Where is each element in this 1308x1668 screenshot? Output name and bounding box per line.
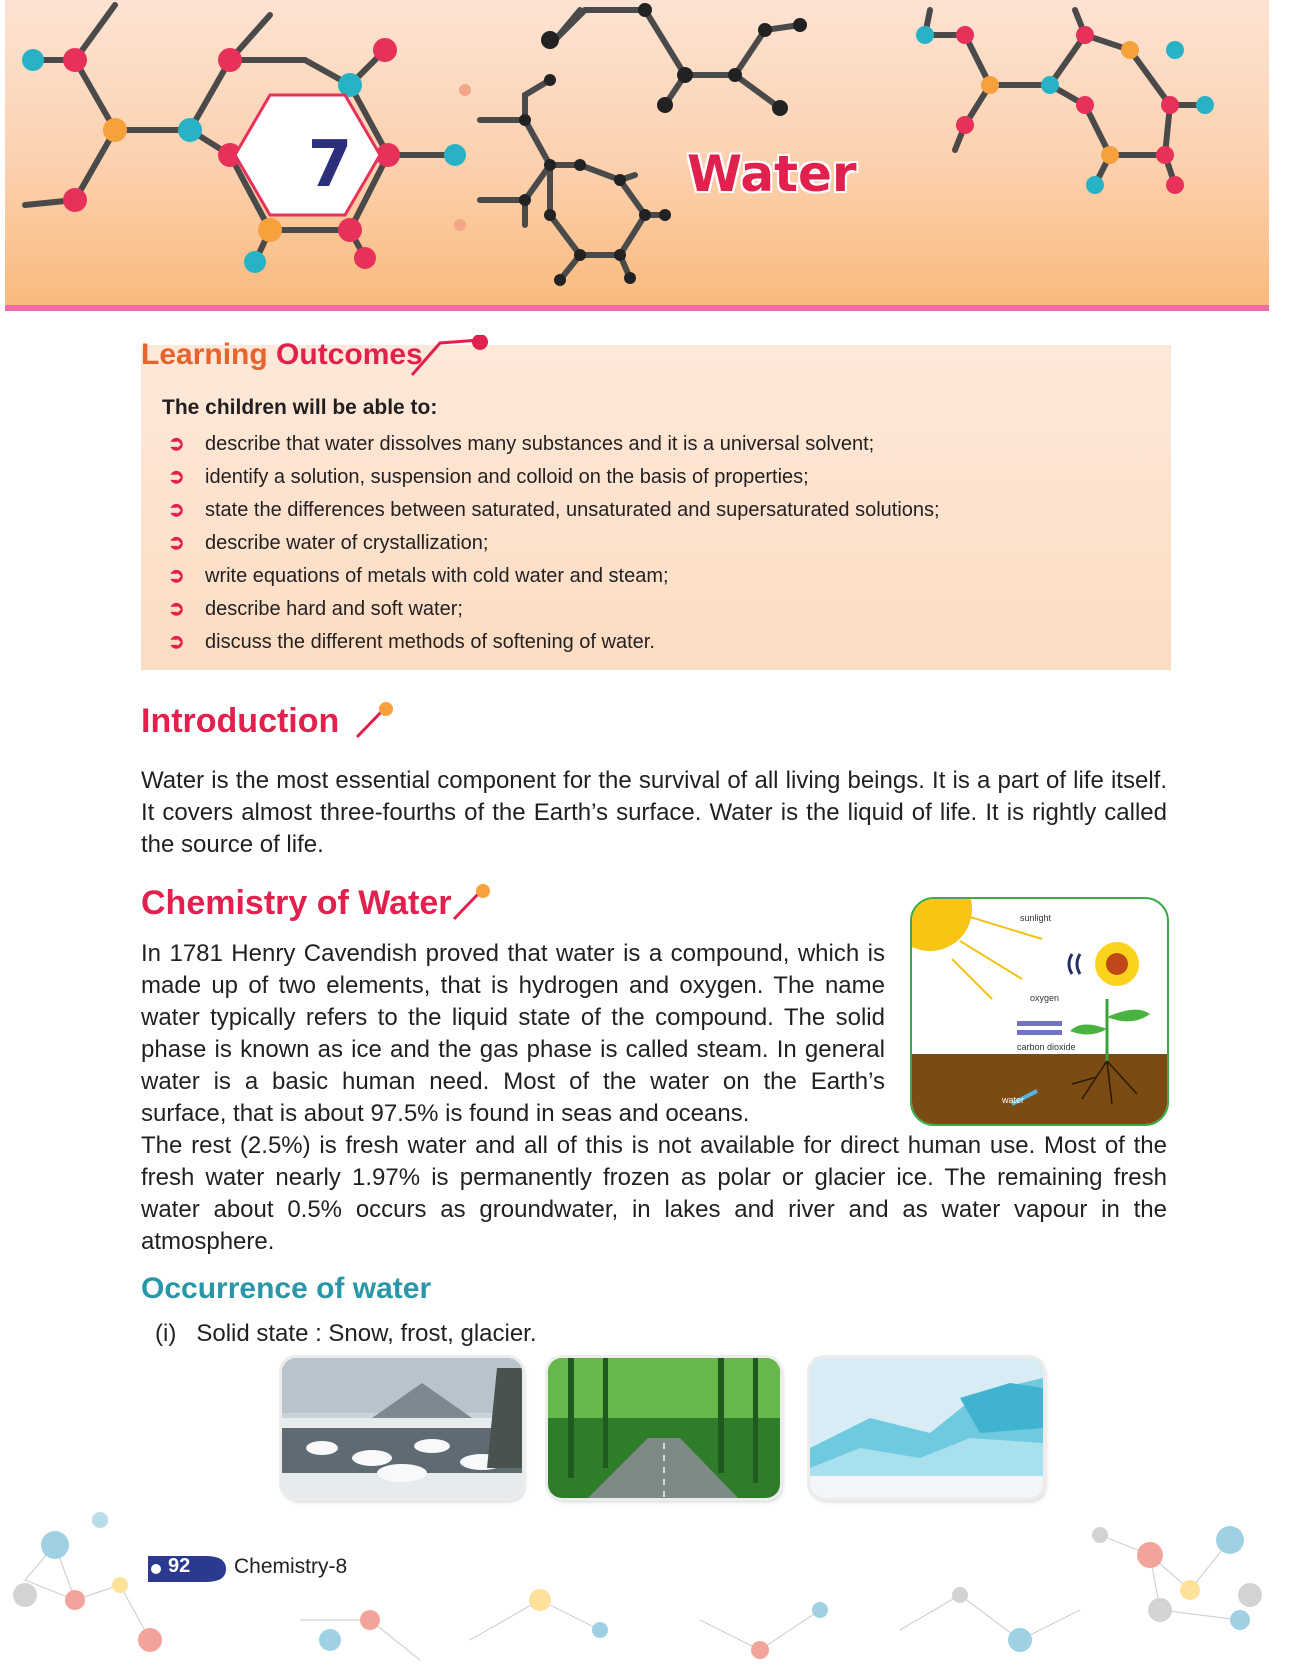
glacier-photo xyxy=(810,1358,1043,1498)
arrow-bullet-icon: ➲ xyxy=(168,565,185,587)
chemistry-of-water-heading: Chemistry of Water xyxy=(141,884,452,922)
list-item: ➲ describe hard and soft water; xyxy=(168,593,940,626)
list-item: ➲ write equations of metals with cold water and steam; xyxy=(168,560,940,593)
heading-swoosh-icon xyxy=(452,882,502,922)
atom-dots xyxy=(22,3,1214,286)
learning-outcomes-intro: The children will be able to: xyxy=(162,396,438,419)
arrow-bullet-icon: ➲ xyxy=(168,631,185,653)
list-item: ➲ identify a solution, suspension and colloid on the basis of properties; xyxy=(168,461,940,494)
list-item: ➲ state the differences between saturated, unsaturated and supersaturated solutions; xyxy=(168,494,940,527)
label-oxygen: oxygen xyxy=(1030,993,1060,1003)
label-sunlight: sunlight xyxy=(1020,913,1052,923)
snow-photo xyxy=(282,1358,522,1498)
chemistry-text-full: The rest (2.5%) is fresh water and all of this is not available for direct human use. Most of the fresh water nearly 1.97% is permanently frozen as polar or glacier ice. The remaining fresh water about 0.5% occurs as groundwater, in lakes and river and as water vapour in the atmosphere. xyxy=(141,1132,1167,1255)
arrow-bullet-icon: ➲ xyxy=(168,433,185,455)
occurrence-item: (i) Solid state : Snow, frost, glacier. xyxy=(155,1320,537,1347)
heading-swoosh-icon xyxy=(355,700,405,740)
list-item: ➲ describe water of crystallization; xyxy=(168,527,940,560)
learning-outcomes-heading: Learning Outcomes xyxy=(141,338,423,371)
book-title: Chemistry-8 xyxy=(234,1555,348,1578)
introduction-text: Water is the most essential component for the survival of all living beings. It is a part of life itself. It covers almost three-fourths of the Earth’s surface. Water is the liquid of life. It is rightly called the source of life. xyxy=(141,767,1167,858)
photosynthesis-illustration xyxy=(912,899,1167,1124)
occurrence-heading: Occurrence of water xyxy=(141,1272,432,1305)
arrow-bullet-icon: ➲ xyxy=(168,499,185,521)
arrow-bullet-icon: ➲ xyxy=(168,532,185,554)
introduction-heading: Introduction xyxy=(141,702,340,740)
photosynthesis-figure xyxy=(910,897,1169,1126)
arrow-bullet-icon: ➲ xyxy=(168,466,185,488)
page-number: 92 xyxy=(168,1555,191,1577)
chemistry-text-wrapped: In 1781 Henry Cavendish proved that water is a compound, which is made up of two elements, that is hydrogen and oxygen. The name water typically refers to the liquid state of the compound. The solid phase is known as ice and the gas phase is called steam. In general water is a basic human need. Most of the water on the Earth’s surface, that is about 97.5% is found in seas and oceans. xyxy=(141,940,885,1127)
label-carbon-dioxide: carbon dioxide xyxy=(1017,1042,1076,1052)
banner-underline xyxy=(5,305,1269,311)
molecule-decoration xyxy=(5,0,1269,310)
chapter-title: Water xyxy=(687,145,857,203)
forest-road-photo xyxy=(548,1358,780,1498)
learning-outcomes-list xyxy=(168,428,940,659)
arrow-bullet-icon: ➲ xyxy=(168,598,185,620)
chapter-number: 7 xyxy=(307,128,353,202)
label-water: water xyxy=(1002,1095,1025,1105)
chapter-banner xyxy=(5,0,1269,310)
list-item: ➲ describe that water dissolves many substances and it is a universal solvent; xyxy=(168,428,940,461)
list-item: ➲ discuss the different methods of softening of water. xyxy=(168,626,940,659)
